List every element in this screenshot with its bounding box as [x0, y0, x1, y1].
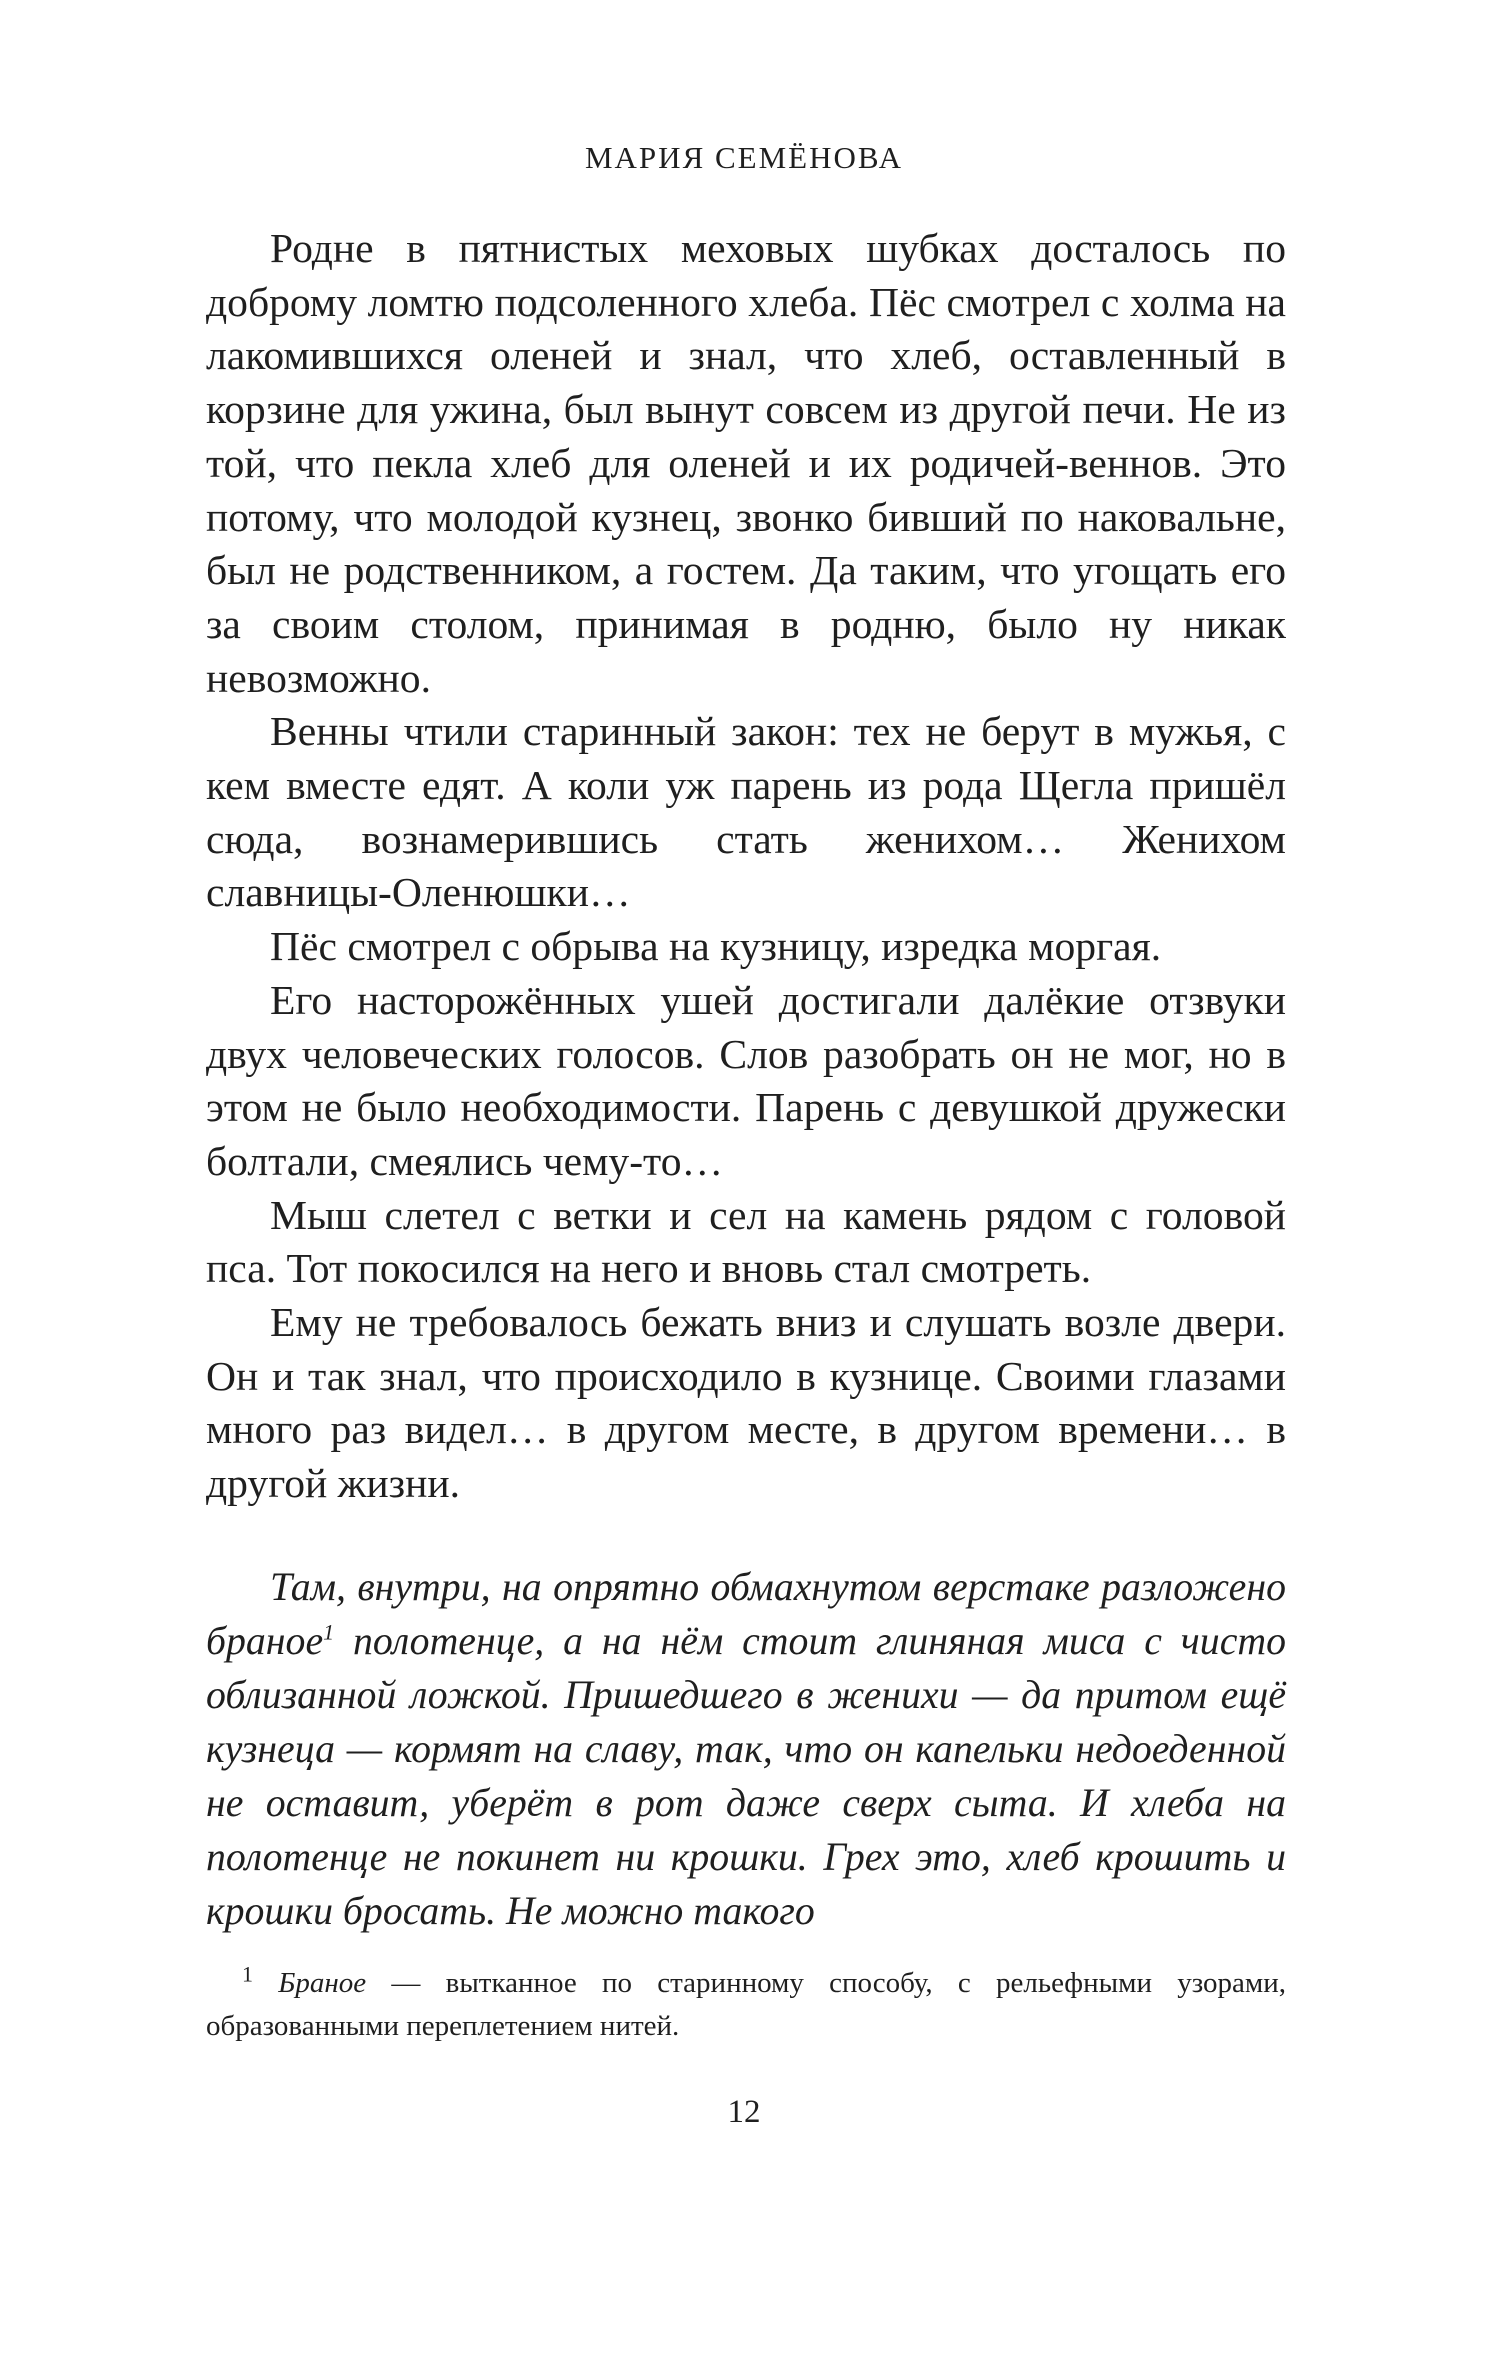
page-number: 12 [727, 2094, 761, 2130]
italic-text-after: полотенце, а на нём стоит глиняная миса с чисто облизанной ложкой. Пришедшего в женихи — да притом ещё кузнеца — кормят на славу, так, что он капельки недоеденной не оставит, уберёт в рот даже сверх сыта. И хлеба на полотенце не покинет ни крошки. Грех это, хлеб крошить и крошки бросать. Не можно такого [206, 1619, 1286, 1933]
footnote-reference: 1 [323, 1619, 335, 1645]
italic-paragraph [206, 1560, 1286, 1938]
body-text [206, 222, 1286, 1511]
running-head-author: МАРИЯ СЕМЁНОВА [584, 140, 903, 175]
footnote [206, 1962, 1286, 2048]
footnote-term: Браное [278, 1967, 367, 1999]
paragraph: Ему не требовалось бежать вниз и слушать возле двери. Он и так знал, что происходило в кузнице. Своими глазами много раз видел… в другом месте, в другом времени… в другой жизни. [206, 1299, 1286, 1507]
paragraph: Родне в пятнистых меховых шубках досталось по доброму ломтю подсоленного хлеба. Пёс смотрел с холма на лакомившихся оленей и знал, что хлеб, оставленный в корзине для ужина, был вынут совсем из другой печи. Не из той, что пекла хлеб для оленей и их родичей-веннов. Это потому, что молодой кузнец, звонко бивший по наковальне, был не родственником, а гостем. Да таким, что угощать его за своим столом, принимая в родню, было ну никак невозможно. [206, 225, 1286, 701]
italic-text-before: Там, внутри, на опрятно обмахнутом верстаке разложено браное [206, 1565, 1286, 1663]
paragraph: Его насторожённых ушей достигали далёкие отзвуки двух человеческих голосов. Слов разобрать он не мог, но в этом не было необходимости. Парень с девушкой дружески болтали, смеялись чему-то… [206, 976, 1286, 1184]
footnote-text: — вытканное по старинному способу, с рельефными узорами, образованными переплетением нитей. [206, 1967, 1286, 2042]
footnote-area [206, 1962, 1286, 2048]
italic-passage [206, 1560, 1286, 1938]
paragraph: Венны чтили старинный закон: тех не берут в мужья, с кем вместе едят. А коли уж парень из рода Щегла пришёл сюда, вознамерившись стать женихом… Женихом славницы-Оленюшки… [206, 708, 1286, 916]
paragraph: Мыш слетел с ветки и сел на камень рядом с головой пса. Тот покосился на него и вновь стал смотреть. [206, 1191, 1286, 1292]
paragraph: Пёс смотрел с обрыва на кузницу, изредка моргая. [270, 923, 1162, 970]
footnote-mark: 1 [242, 1961, 253, 1987]
